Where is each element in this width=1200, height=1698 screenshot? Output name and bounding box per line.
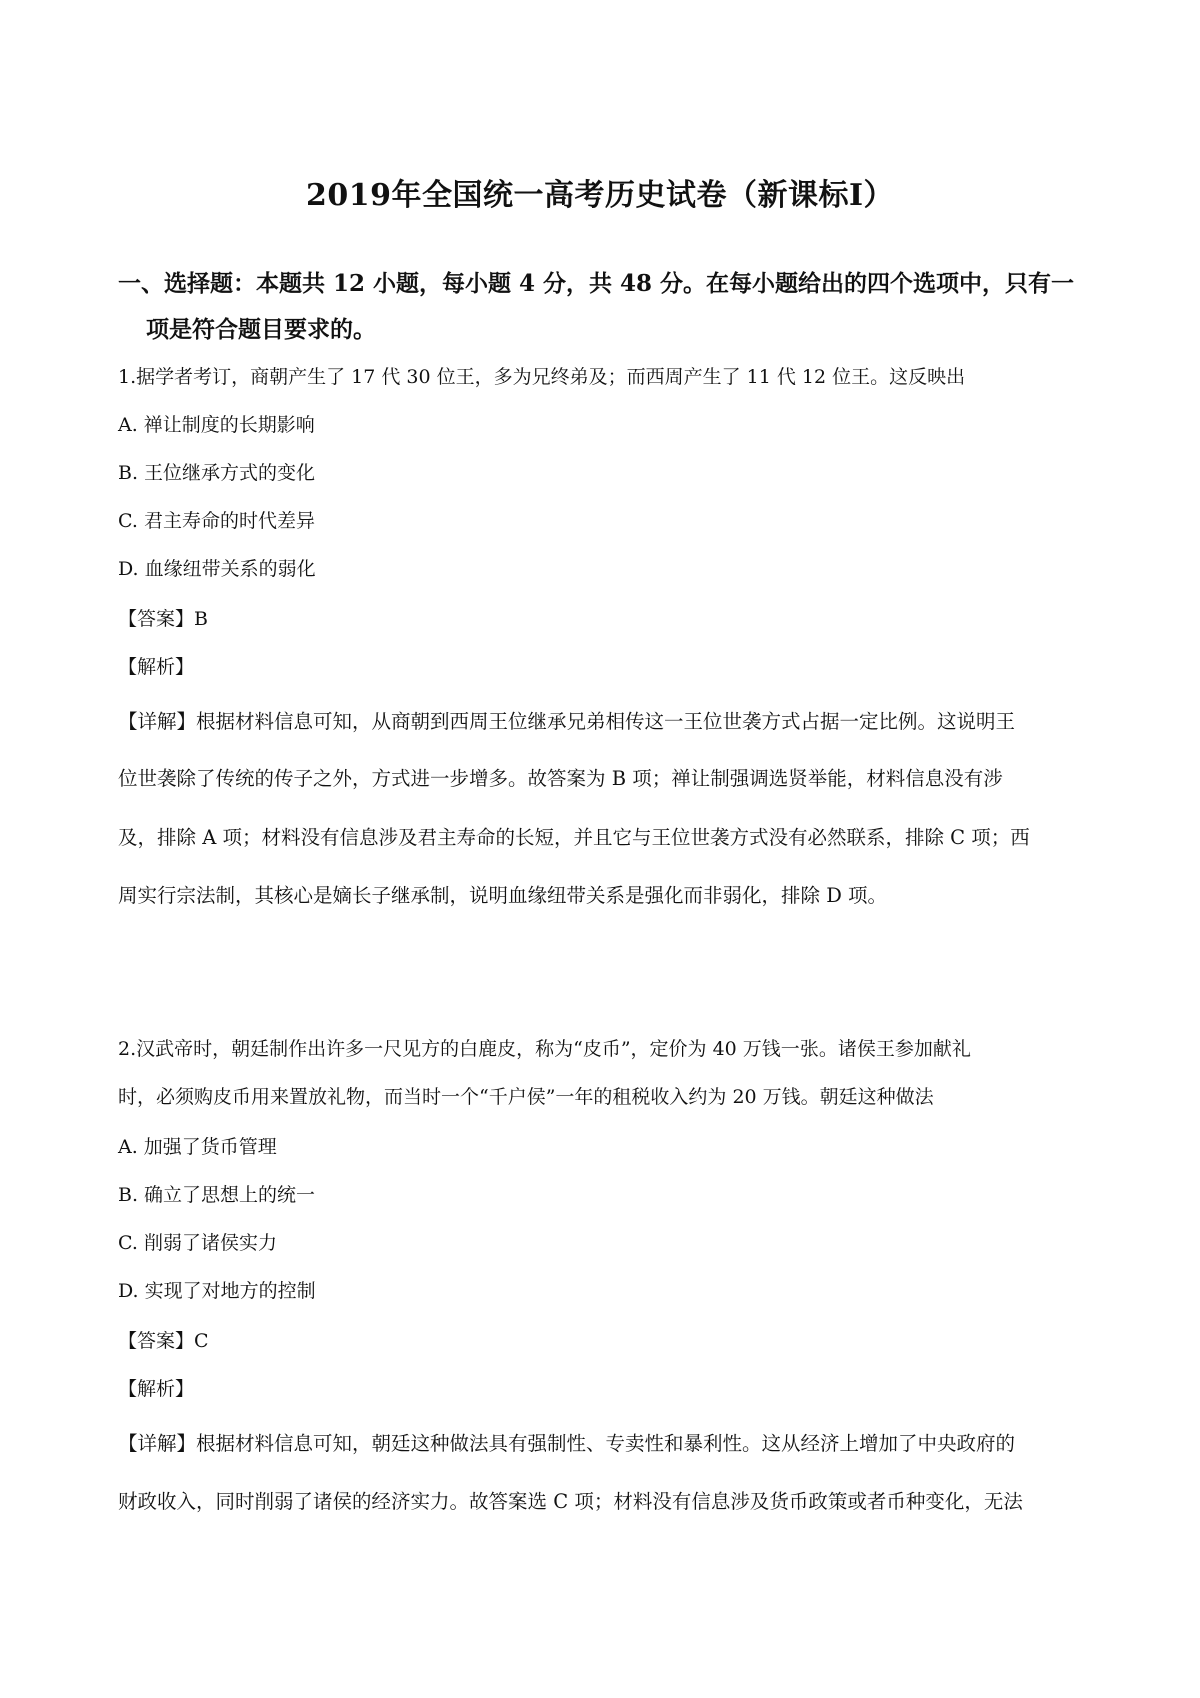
question-1-detail-line-1: 【详解】根据材料信息可知，从商朝到西周王位继承兄弟相传这一王位世袭方式占据一定比例。这说明王 [118, 710, 1016, 733]
question-1-analysis-label: 【解析】 [118, 656, 195, 678]
question-2-option-b: B. 确立了思想上的统一 [118, 1184, 316, 1206]
question-1-detail-line-2: 位世袭除了传统的传子之外，方式进一步增多。故答案为 B 项；禅让制强调选贤举能，材料信息没有涉 [118, 767, 1003, 790]
question-2-detail-line-2: 财政收入，同时削弱了诸侯的经济实力。故答案选 C 项；材料没有信息涉及货币政策或者币种变化，无法 [118, 1490, 1023, 1513]
question-1-option-c: C. 君主寿命的时代差异 [118, 510, 315, 532]
question-1-detail-line-3: 及，排除 A 项；材料没有信息涉及君主寿命的长短，并且它与王位世袭方式没有必然联系，排除 C 项；西 [118, 826, 1030, 849]
section-heading-line-1: 一、选择题：本题共 12 小题，每小题 4 分，共 48 分。在每小题给出的四个选项中，只有一 [118, 270, 1075, 297]
question-1-option-d: D. 血缘纽带关系的弱化 [118, 558, 316, 580]
question-2-analysis-label: 【解析】 [118, 1378, 195, 1400]
section-heading-line-2: 项是符合题目要求的。 [146, 316, 376, 343]
page-title: 2019年全国统一高考历史试卷（新课标Ⅰ） [305, 178, 895, 213]
question-2-answer: 【答案】C [118, 1330, 209, 1352]
question-2-option-c: C. 削弱了诸侯实力 [118, 1232, 277, 1254]
question-1-option-a: A. 禅让制度的长期影响 [118, 414, 315, 436]
question-2-option-d: D. 实现了对地方的控制 [118, 1280, 316, 1302]
question-1-stem: 1.据学者考订，商朝产生了 17 代 30 位王，多为兄终弟及；而西周产生了 11 代 12 位王。这反映出 [118, 366, 966, 388]
question-2-option-a: A. 加强了货币管理 [118, 1136, 277, 1158]
question-1-detail-line-4: 周实行宗法制，其核心是嫡长子继承制，说明血缘纽带关系是强化而非弱化，排除 D 项。 [118, 884, 888, 907]
question-2-stem-line-1: 2.汉武帝时，朝廷制作出许多一尺见方的白鹿皮，称为“皮币”，定价为 40 万钱一张。诸侯王参加献礼 [118, 1038, 971, 1060]
question-1-answer: 【答案】B [118, 608, 208, 630]
question-2-stem-line-2: 时，必须购皮币用来置放礼物，而当时一个“千户侯”一年的租税收入约为 20 万钱。朝廷这种做法 [118, 1086, 934, 1108]
question-1-option-b: B. 王位继承方式的变化 [118, 462, 316, 484]
question-2-detail-line-1: 【详解】根据材料信息可知，朝廷这种做法具有强制性、专卖性和暴利性。这从经济上增加了中央政府的 [118, 1432, 1016, 1455]
